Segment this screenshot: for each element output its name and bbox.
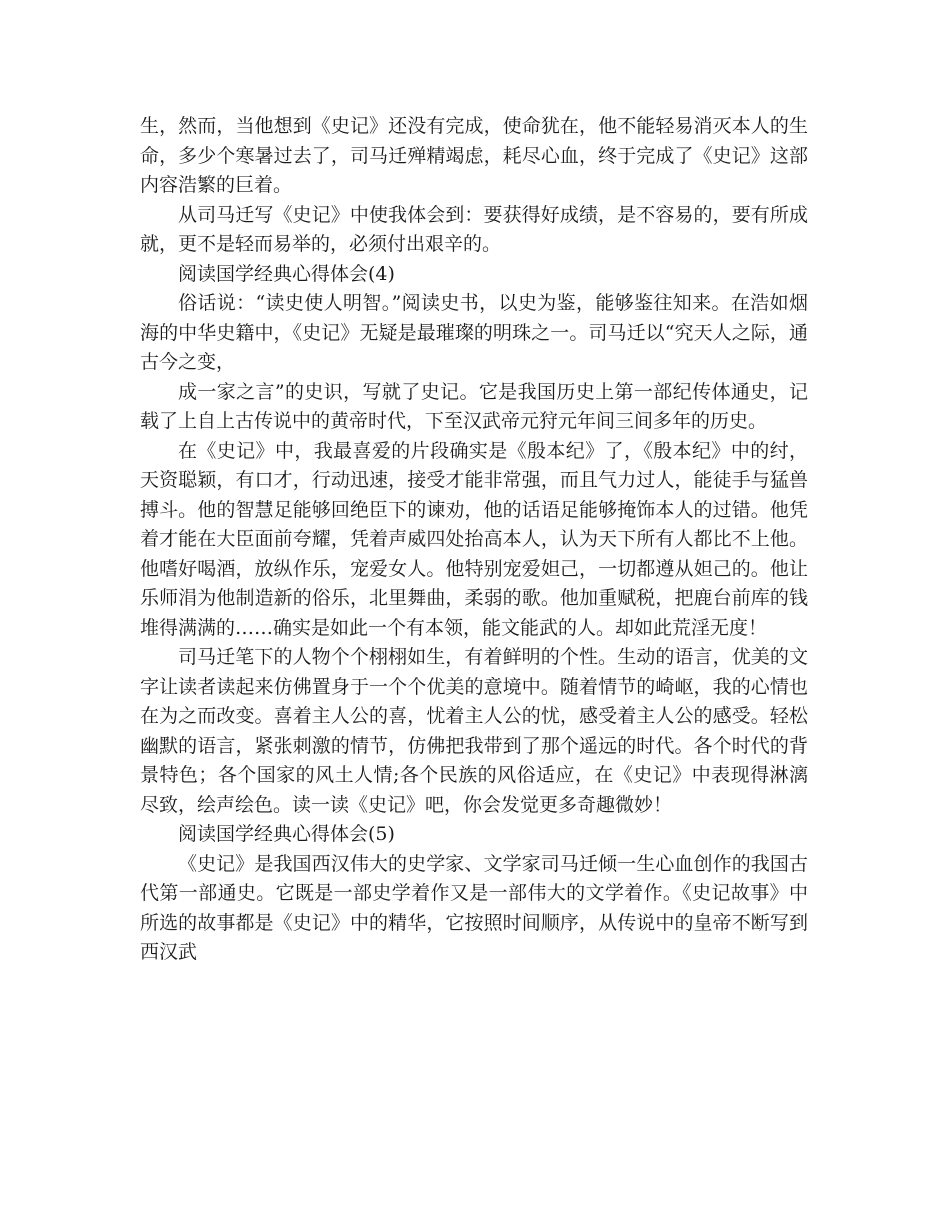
- paragraph-continuation: 生，然而，当他想到《史记》还没有完成，使命犹在，他不能轻易消灭本人的生命，多少个寒暑过去了，司马迁殚精竭虑，耗尽心血，终于完成了《史记》这部内容浩繁的巨着。: [140, 115, 808, 196]
- paragraph: 在《史记》中，我最喜爱的片段确实是《殷本纪》了，《殷本纪》中的纣，天资聪颖，有口才，行动迅速，接受才能非常强，而且气力过人，能徒手与猛兽搏斗。他的智慧足能够回绝臣下的谏劝，他的话语足能够掩饰本人的过错。他凭着才能在大臣面前夸耀，凭着声威四处抬高本人，认为天下所有人都比不上他。他嗜好喝酒，放纵作乐，宠爱女人。他特别宠爱妲己，一切都遵从妲己的。他让乐师涓为他制造新的俗乐，北里舞曲，柔弱的歌。他加重赋税，把鹿台前库的钱堆得满满的……确实是如此一个有本领，能文能武的人。却如此荒淫无度！: [140, 439, 808, 639]
- section-heading: 阅读国学经典心得体会(4): [178, 262, 395, 285]
- paragraph: 俗话说：“读史使人明智。”阅读史书，以史为鉴，能够鉴往知来。在浩如烟海的中华史籍中，《史记》无疑是最璀璨的明珠之一。司马迁以“究天人之际，通古今之变，: [140, 292, 808, 373]
- document-page: [140, 112, 808, 968]
- paragraph: 成一家之言”的史识，写就了史记。它是我国历史上第一部纪传体通史，记载了上自上古传说中的黄帝时代，下至汉武帝元狩元年间三间多年的历史。: [140, 380, 808, 432]
- section-heading: 阅读国学经典心得体会(5): [178, 823, 395, 845]
- paragraph: 《史记》是我国西汉伟大的史学家、文学家司马迁倾一生心血创作的我国古代第一部通史。它既是一部史学着作又是一部伟大的文学着作。《史记故事》中所选的故事都是《史记》中的精华，它按照时间顺序，从传说中的皇帝不断写到西汉武: [140, 852, 808, 963]
- paragraph: 从司马迁写《史记》中使我体会到：要获得好成绩，是不容易的，要有所成就，更不是轻而易举的，必须付出艰辛的。: [140, 203, 808, 255]
- paragraph: 司马迁笔下的人物个个栩栩如生，有着鲜明的个性。生动的语言，优美的文字让读者读起来仿佛置身于一个个优美的意境中。随着情节的崎岖，我的心情也在为之而改变。喜着主人公的喜，忧着主人公的忧，感受着主人公的感受。轻松幽默的语言，紧张刺激的情节，仿佛把我带到了那个遥远的时代。各个时代的背景特色；各个国家的风土人情;各个民族的风俗适应，在《史记》中表现得淋漓尽致，绘声绘色。读一读《史记》吧，你会发觉更多奇趣微妙！: [140, 646, 808, 816]
